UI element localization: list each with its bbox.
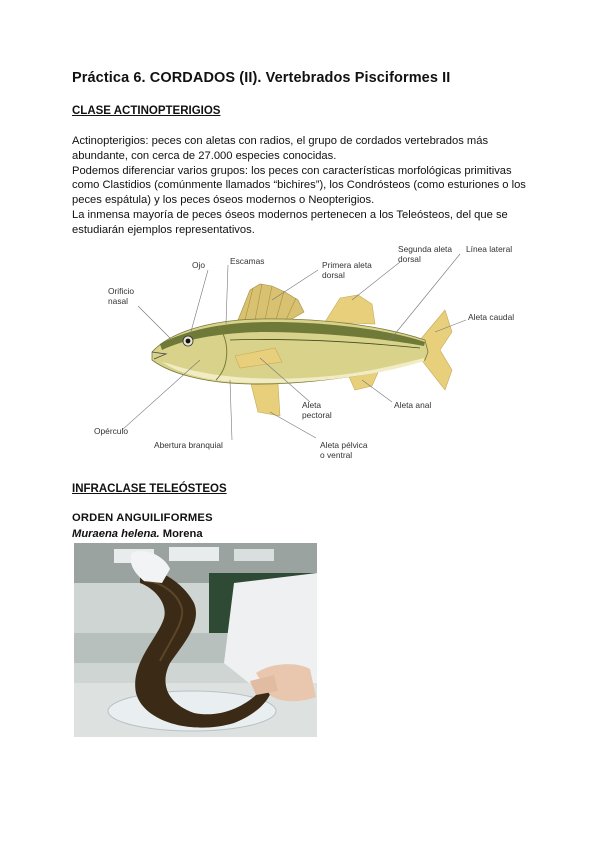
label-aleta-caudal: Aleta caudal — [468, 312, 515, 322]
species-scientific-name: Muraena helena. — [72, 528, 160, 540]
paragraph-teleosts: La inmensa mayoría de peces óseos modernos pertenecen a los Teleósteos, del que se estudiarán ejemplos representativos. — [72, 208, 508, 236]
species-common-name: Morena — [159, 528, 203, 540]
label-ojo: Ojo — [192, 260, 206, 270]
moray-eel-image — [74, 543, 317, 737]
paragraph-groups: Podemos diferenciar varios grupos: los peces con características morfológicas primitivas como Clastidios (comúnmente llamados “bichires”), los Condrósteos (como esturiones o los peces espátula) y los peces óseos modernos o Neopterigios. — [72, 164, 526, 207]
label-segunda-aleta-dorsal: Segunda aleta dorsal — [398, 244, 453, 264]
label-aleta-pelvica: Aleta pélvica o ventral — [320, 440, 368, 460]
paragraph-definition: Actinopterigios: peces con aletas con radios, el grupo de cordados vertebrados más abundante, con cerca de 27.000 especies conocidas. — [72, 135, 489, 162]
page-title: Práctica 6. CORDADOS (II). Vertebrados Pisciformes II — [72, 70, 451, 86]
fish-illustration — [90, 240, 530, 465]
order-heading: ORDEN ANGUILIFORMES — [72, 512, 213, 524]
label-aleta-pectoral: Aleta pectoral — [302, 400, 332, 420]
label-aleta-anal: Aleta anal — [394, 400, 432, 410]
label-operculo: Opérculo — [94, 426, 128, 436]
label-linea-lateral: Línea lateral — [466, 244, 513, 254]
label-escamas: Escamas — [230, 256, 265, 266]
intro-text — [72, 134, 542, 238]
label-primera-aleta-dorsal: Primera aleta dorsal — [322, 260, 372, 280]
infraclass-heading: INFRACLASE TELEÓSTEOS — [72, 483, 227, 495]
moray-eel-photo — [74, 543, 317, 737]
species-line — [72, 528, 203, 540]
label-abertura-branquial: Abertura branquial — [154, 440, 223, 450]
class-heading: CLASE ACTINOPTERIGIOS — [72, 105, 221, 117]
fish-anatomy-figure — [90, 240, 530, 465]
label-orificio-nasal: Orificio nasal — [108, 286, 135, 306]
